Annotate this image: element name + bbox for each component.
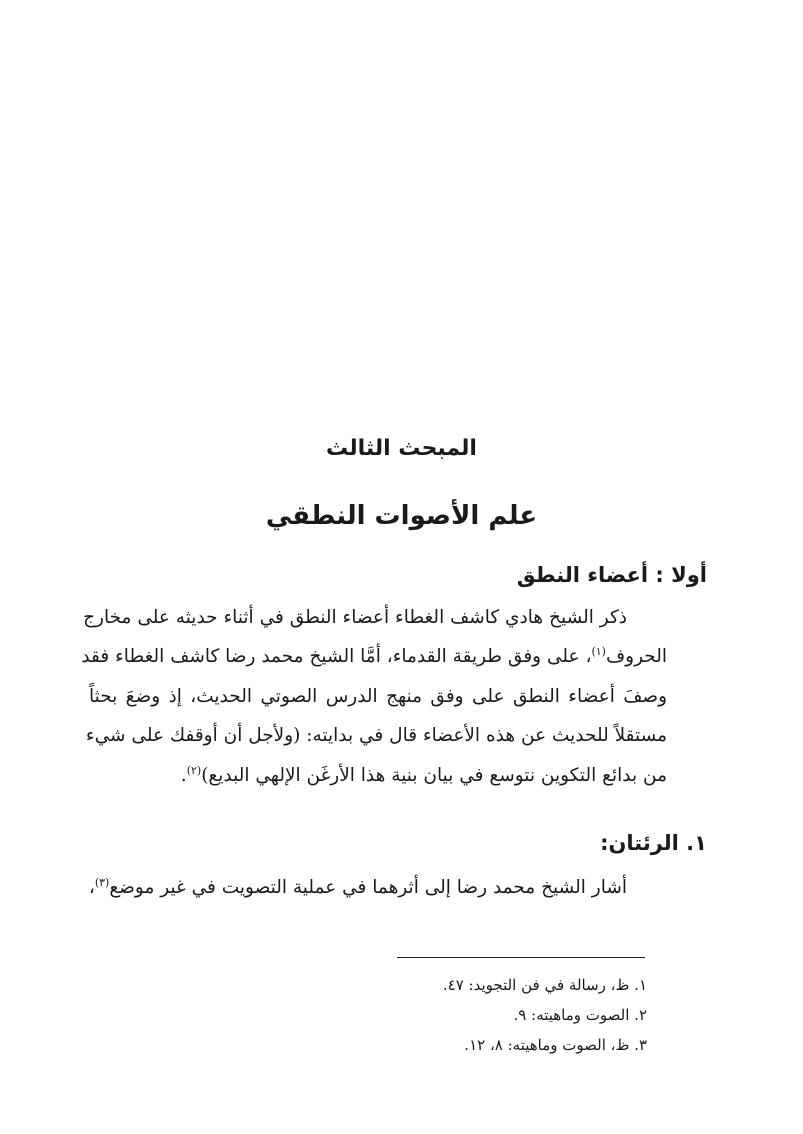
line-text: ، على وفق طريقة القدماء، أمَّا الشيخ محمد رضا كاشف الغطاء فقد <box>81 646 592 668</box>
line-text: ذكر الشيخ هادي كاشف الغطاء أعضاء النطق في أثناء حديثه على مخارج <box>83 607 627 628</box>
paragraph-line <box>83 598 707 637</box>
line-text: . <box>180 764 187 786</box>
line-text: الحروف <box>605 646 667 668</box>
footnote-item: ١. ظ، رسالة في فن التجويد: ٤٧. <box>442 976 647 994</box>
body-paragraph-lungs <box>89 868 707 907</box>
line-text: أشار الشيخ محمد رضا إلى أثرهما في عملية التصويت في غير موضع <box>109 877 627 898</box>
paragraph-line <box>89 868 707 907</box>
chapter-label: المبحث الثالث <box>326 436 477 461</box>
paragraph-line <box>89 756 707 795</box>
line-text: من بدائع التكوين نتوسع في بيان بنية هذا الأرغَن الإلهي البديع) <box>201 764 667 786</box>
line-text: مستقلاً للحديث عن هذه الأعضاء قال في بدايته: (ولأجل أن أوقفك على شيء <box>85 725 667 747</box>
section-heading-speech-organs: أولا : أعضاء النطق <box>516 563 707 587</box>
footnote-reference[interactable]: (٢) <box>186 763 202 777</box>
footnote-item: ٣. ظ، الصوت وماهيته: ٨، ١٢. <box>464 1036 647 1054</box>
body-paragraph-speech-organs <box>81 598 707 795</box>
line-text: وصفَ أعضاء النطق على وفق منهج الدرس الصوتي الحديث، إذ وضعَ بحثاً <box>89 685 667 707</box>
footnote-item: ٢. الصوت وماهيته: ٩. <box>513 1006 647 1024</box>
paragraph-line <box>85 716 707 755</box>
footnote-reference[interactable]: (٣) <box>94 875 110 889</box>
footnote-separator <box>397 957 645 958</box>
paragraph-line <box>89 677 707 716</box>
footnotes-list <box>443 970 647 1060</box>
paragraph-line <box>81 637 707 676</box>
line-text: ، <box>88 877 95 898</box>
footnote-reference[interactable]: (١) <box>591 645 606 659</box>
section-heading-lungs: ١. الرئتان: <box>600 831 707 855</box>
chapter-title: علم الأصوات النطقي <box>265 501 538 531</box>
